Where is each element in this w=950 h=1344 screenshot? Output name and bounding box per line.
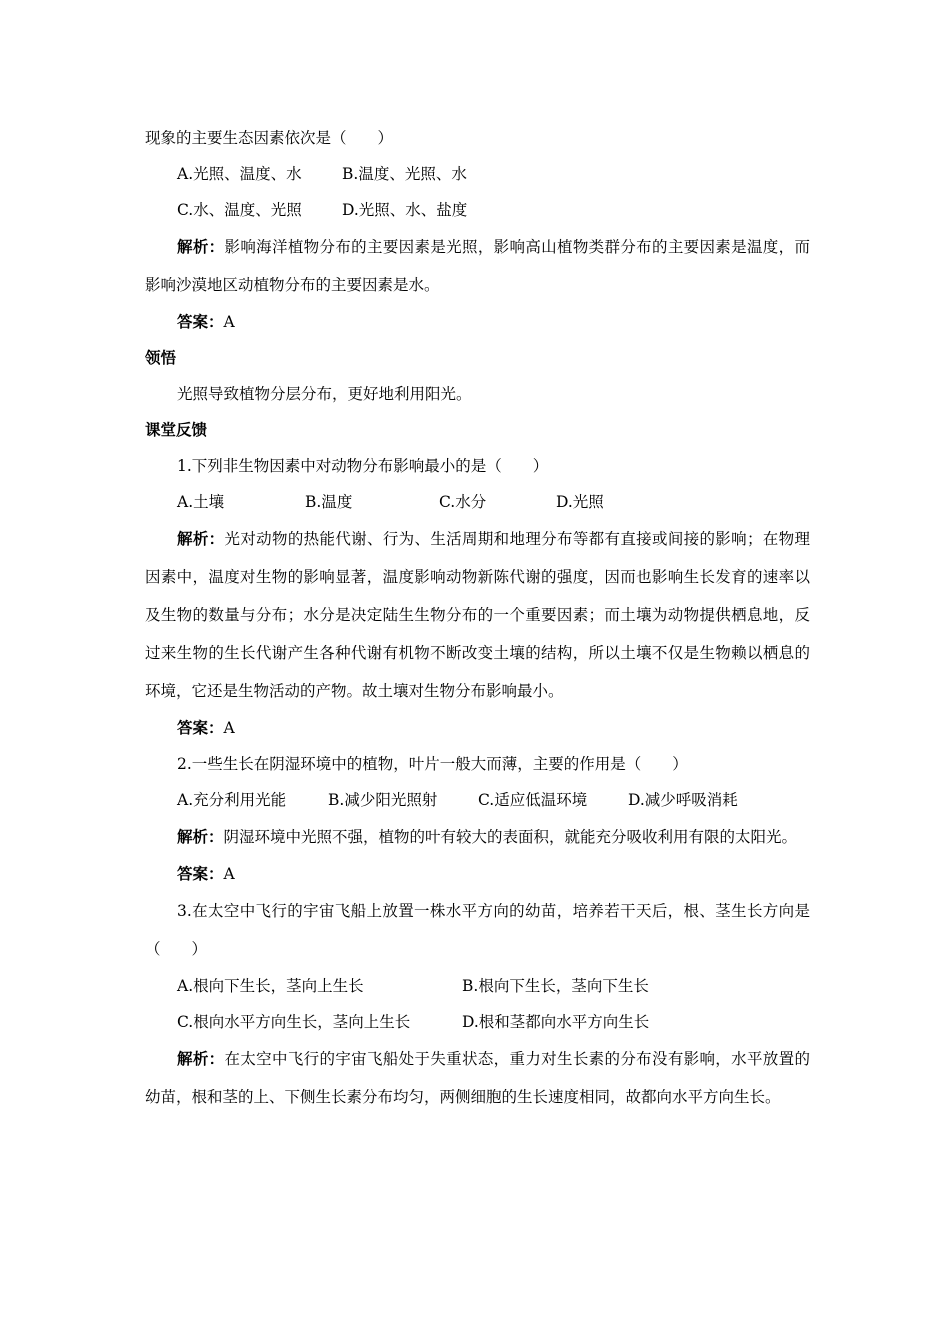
option-a: A.根向下生长，茎向上生长 [177, 977, 364, 995]
question-1-stem: 1.下列非生物因素中对动物分布影响最小的是（ ） [177, 457, 549, 475]
question-2-answer [145, 856, 810, 892]
option-a: A.光照、温度、水 [177, 165, 302, 183]
option-b: B.温度 [305, 493, 353, 511]
option-c: C.水分 [439, 493, 487, 511]
option-b: B.根向下生长，茎向下生长 [462, 977, 649, 995]
option-c: C.根向水平方向生长，茎向上生长 [177, 1013, 411, 1031]
question-1-options [145, 484, 810, 520]
analysis-text: 光对动物的热能代谢、行为、生活周期和地理分布等都有直接或间接的影响；在物理因素中，温度对生物的影响显著，温度影响动物新陈代谢的强度，因而也影响生长发育的速率以及生物的数量与分布；水分是决定陆生生物分布的一个重要因素；而土壤为动物提供栖息地，反过来生物的生长代谢产生各种代谢有机物不断改变土壤的结构，所以土壤不仅是生物赖以栖息的环境，它还是生物活动的产物。故土壤对生物分布影响最小。 [145, 530, 810, 700]
answer-label: 答案： [177, 865, 224, 883]
option-b: B.减少阳光照射 [328, 791, 438, 809]
analysis-text: 影响海洋植物分布的主要因素是光照，影响高山植物类群分布的主要因素是温度，而影响沙漠地区动植物分布的主要因素是水。 [145, 238, 810, 294]
question-3-analysis [145, 1040, 810, 1116]
option-d: D.光照、水、盐度 [342, 201, 468, 219]
question-2-options [145, 782, 810, 818]
question-3-options-row [145, 968, 810, 1004]
analysis-label: 解析： [177, 1050, 225, 1068]
option-a: A.土壤 [177, 493, 225, 511]
question-3-stem: 3.在太空中飞行的宇宙飞船上放置一株水平方向的幼苗，培养若干天后，根、茎生长方向是（ ） [145, 902, 810, 958]
options-row [145, 156, 810, 192]
option-c: C.适应低温环境 [478, 791, 588, 809]
question-stem-tail: 现象的主要生态因素依次是（ ） [145, 129, 394, 147]
section-heading-lingwu: 领悟 [145, 349, 177, 367]
analysis-text: 阴湿环境中光照不强，植物的叶有较大的表面积，就能充分吸收利用有限的太阳光。 [223, 828, 798, 846]
analysis-label: 解析： [177, 238, 225, 256]
analysis-label: 解析： [177, 828, 224, 846]
question-1-analysis [145, 520, 810, 710]
options-row [145, 192, 810, 228]
option-d: D.根和茎都向水平方向生长 [462, 1013, 650, 1031]
option-d: D.光照 [556, 493, 604, 511]
answer-value: A [223, 719, 235, 737]
answer-label: 答案： [177, 313, 224, 331]
analysis-label: 解析： [177, 530, 225, 548]
analysis-text: 在太空中飞行的宇宙飞船处于失重状态，重力对生长素的分布没有影响，水平放置的幼苗，根和茎的上、下侧生长素分布均匀，两侧细胞的生长速度相同，故都向水平方向生长。 [145, 1050, 810, 1106]
answer-value: A [223, 313, 235, 331]
question-1-answer [145, 710, 810, 746]
option-a: A.充分利用光能 [177, 791, 287, 809]
question-3-options-row [145, 1004, 810, 1040]
document-page [145, 120, 810, 1116]
question-2-stem: 2.一些生长在阴湿环境中的植物，叶片一般大而薄，主要的作用是（ ） [177, 755, 688, 773]
question-2-analysis [145, 818, 810, 856]
lingwu-text: 光照导致植物分层分布，更好地利用阳光。 [177, 385, 472, 403]
answer-line [145, 304, 810, 340]
option-c: C.水、温度、光照 [177, 201, 302, 219]
option-b: B.温度、光照、水 [342, 165, 467, 183]
answer-value: A [223, 865, 235, 883]
answer-label: 答案： [177, 719, 224, 737]
analysis-paragraph [145, 228, 810, 304]
option-d: D.减少呼吸消耗 [628, 791, 738, 809]
section-heading-feedback: 课堂反馈 [145, 421, 208, 439]
